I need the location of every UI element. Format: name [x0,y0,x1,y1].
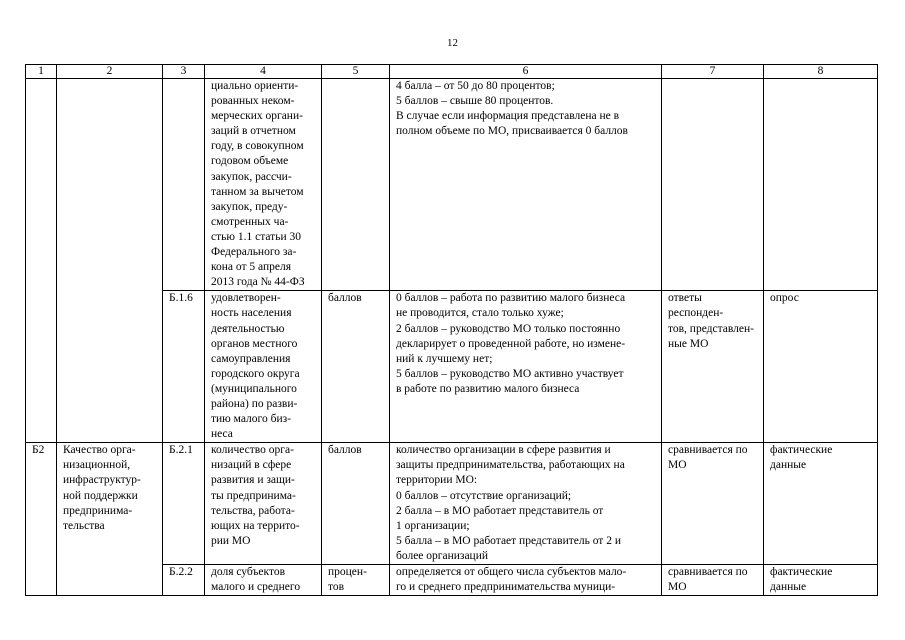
header-col-8: 8 [764,65,878,79]
table-row [26,79,878,291]
unit-cell: баллов [322,291,390,443]
indicator-name-cell: количество орга- низаций в сфере развития и защи- ты предпринима- тельства, работа- ющих на террито- рии МО [205,443,322,565]
data-source-cell [662,79,764,291]
data-source-cell: сравнивается по МО [662,565,764,596]
data-source-cell: сравнивается по МО [662,443,764,565]
data-source-cell: ответы респонден- тов, представлен- ные МО [662,291,764,443]
section-name-cell: Качество орга- низационной, инфраструктур- ной поддержки предпринима- тельства [57,443,163,596]
indicator-name-cell: циально ориенти- рованных неком- мерческих органи- заций в отчетном году, в совокупном годовом объеме закупок, рассчи- танном за вычетом закупок, преду- смотренных ча- стью 1.1 статьи 30 Федерального за- кона от 5 апреля 2013 года № 44-ФЗ [205,79,322,291]
header-col-3: 3 [163,65,205,79]
unit-cell: баллов [322,443,390,565]
unit-cell: процен- тов [322,565,390,596]
data-type-cell: фактические данные [764,443,878,565]
table-row [26,443,878,565]
indicator-code-cell: Б.2.1 [163,443,205,565]
unit-cell [322,79,390,291]
indicator-code-cell: Б.2.2 [163,565,205,596]
scoring-method-cell: определяется от общего числа субъектов мало- го и среднего предпринимательства муници- [390,565,662,596]
column-number-header-row [26,65,878,79]
data-type-cell: фактические данные [764,565,878,596]
header-col-6: 6 [390,65,662,79]
header-col-4: 4 [205,65,322,79]
header-col-2: 2 [57,65,163,79]
data-type-cell: опрос [764,291,878,443]
indicator-name-cell: удовлетворен- ность населения деятельностью органов местного самоуправления городского округа (муниципального района) по разви- тию малого биз- неса [205,291,322,443]
scoring-method-cell: 0 баллов – работа по развитию малого бизнеса не проводится, стало только хуже; 2 баллов – руководство МО только постоянно декларирует о проведенной работе, но измене- ний к лучшему нет; 5 баллов – руководство МО активно участвует в работе по развитию малого бизнеса [390,291,662,443]
section-name-cell [57,79,163,443]
indicator-code-cell [163,79,205,291]
page-number: 12 [447,37,458,49]
header-col-1: 1 [26,65,57,79]
indicator-name-cell: доля субъектов малого и среднего [205,565,322,596]
section-code-cell [26,79,57,443]
scoring-method-cell: количество организации в сфере развития и защиты предпринимательства, работающих на территории МО: 0 баллов – отсутствие организаций; 2 балла – в МО работает представитель от 1 организации; 5 балла – в МО работает представитель от 2 и более организаций [390,443,662,565]
indicator-code-cell: Б.1.6 [163,291,205,443]
header-col-7: 7 [662,65,764,79]
criteria-table [25,64,878,596]
scoring-method-cell: 4 балла – от 50 до 80 процентов; 5 баллов – свыше 80 процентов. В случае если информация представлена не в полном объеме по МО, присваивается 0 баллов [390,79,662,291]
section-code-cell: Б2 [26,443,57,596]
header-col-5: 5 [322,65,390,79]
data-type-cell [764,79,878,291]
